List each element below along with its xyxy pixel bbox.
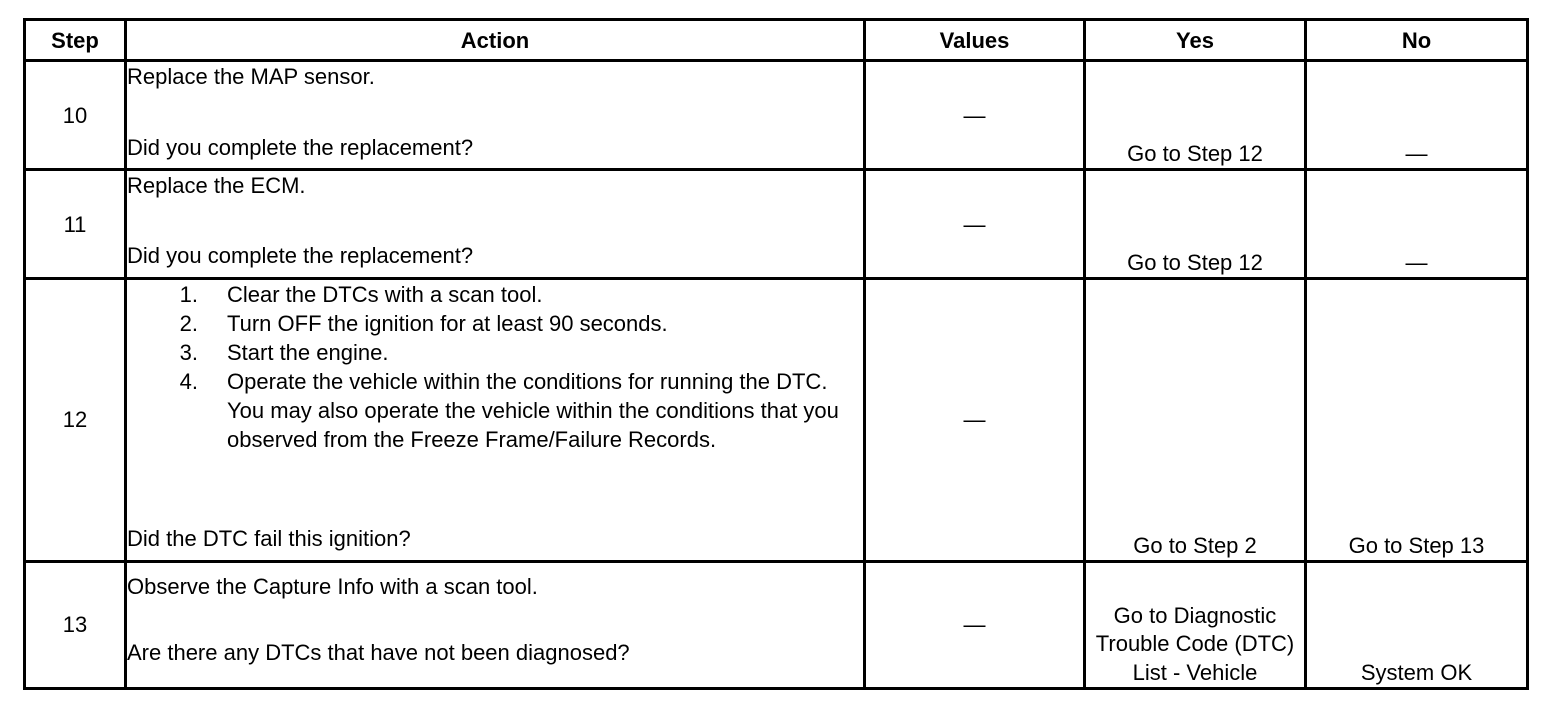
- action-cell: [126, 170, 865, 278]
- action-cell: [126, 61, 865, 170]
- header-no: No: [1306, 20, 1528, 61]
- action-cell: [126, 561, 865, 688]
- table-row: [25, 278, 1528, 561]
- list-item-text: Start the engine.: [227, 339, 389, 365]
- table-row: [25, 170, 1528, 278]
- list-item-text: Turn OFF the ignition for at least 90 seconds.: [227, 310, 668, 336]
- list-item: [127, 338, 863, 367]
- list-item-number: 1.: [179, 281, 198, 307]
- list-item-number: 4.: [179, 368, 198, 394]
- values-cell: —: [865, 170, 1085, 278]
- table-row: [25, 561, 1528, 688]
- list-item: [127, 309, 863, 338]
- yes-cell: Go to Step 12: [1085, 61, 1306, 170]
- step-number: 11: [25, 170, 126, 278]
- action-question: Did you complete the replacement?: [127, 243, 474, 269]
- action-text: Replace the ECM.: [127, 173, 306, 199]
- action-question: Did you complete the replacement?: [127, 135, 474, 160]
- header-step: Step: [25, 20, 126, 61]
- procedure-list: [127, 280, 863, 454]
- values-cell: —: [865, 278, 1085, 561]
- no-cell: Go to Step 13: [1306, 278, 1528, 561]
- step-number: 13: [25, 561, 126, 688]
- list-item-number: 3.: [179, 339, 198, 365]
- values-cell: —: [865, 561, 1085, 688]
- no-cell: System OK: [1306, 561, 1528, 688]
- step-number: 12: [25, 278, 126, 561]
- yes-cell: Go to Step 2: [1085, 278, 1306, 561]
- diagnostic-table: [23, 18, 1529, 690]
- action-text: Observe the Capture Info with a scan tool.: [127, 573, 538, 599]
- list-item: [127, 280, 863, 309]
- action-question: Did the DTC fail this ignition?: [127, 525, 411, 551]
- values-cell: —: [865, 61, 1085, 170]
- header-values: Values: [865, 20, 1085, 61]
- action-question: Are there any DTCs that have not been diagnosed?: [127, 639, 630, 665]
- list-item-text: Operate the vehicle within the conditions for running the DTC. You may also operate the vehicle within the conditions that you observed from the Freeze Frame/Failure Records.: [227, 368, 839, 452]
- header-action: Action: [126, 20, 865, 61]
- action-cell: [126, 278, 865, 561]
- list-item-number: 2.: [179, 310, 198, 336]
- no-cell: —: [1306, 61, 1528, 170]
- list-item: [127, 367, 863, 454]
- action-text: Replace the MAP sensor.: [127, 64, 375, 89]
- list-item-text: Clear the DTCs with a scan tool.: [227, 281, 543, 307]
- no-cell: —: [1306, 170, 1528, 278]
- header-yes: Yes: [1085, 20, 1306, 61]
- step-number: 10: [25, 61, 126, 170]
- header-row: [25, 20, 1528, 61]
- yes-cell: Go to Step 12: [1085, 170, 1306, 278]
- table-row: [25, 61, 1528, 170]
- yes-cell: Go to Diagnostic Trouble Code (DTC) List - Vehicle: [1085, 561, 1306, 688]
